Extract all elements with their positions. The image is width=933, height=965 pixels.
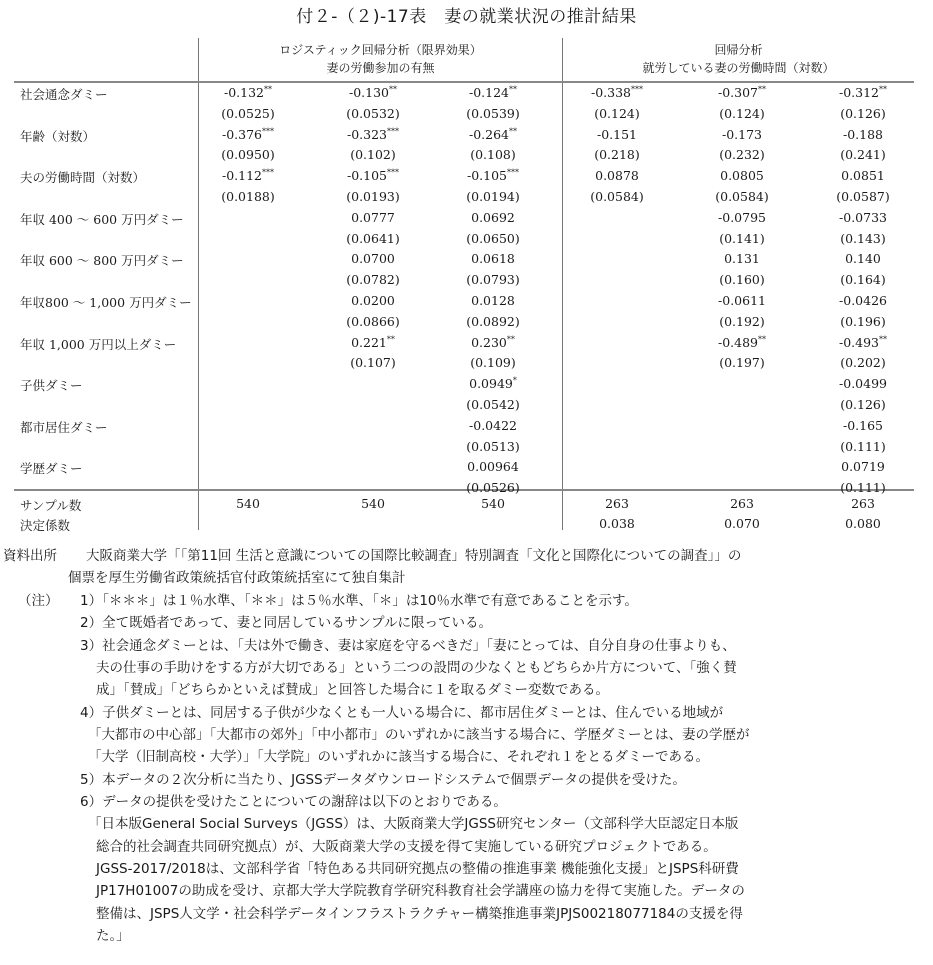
cell-text: (0.141) [719, 230, 765, 246]
cell-value [318, 355, 428, 370]
note-3b: 夫の仕事の手助けをする方が大切である」という二つの設問の少なくともどちらか片方について、「強く賛 [96, 660, 737, 676]
cell-value [438, 106, 548, 121]
cell-value [438, 459, 548, 474]
cell-value [687, 189, 797, 204]
cell-text: 0.0200 [351, 293, 395, 308]
cell-value [438, 335, 548, 350]
table-row [14, 290, 914, 313]
cell-text: (0.126) [840, 397, 886, 412]
cell-value [193, 189, 303, 204]
table-row [14, 144, 914, 167]
cell-value [808, 335, 918, 350]
cell-text: 0.0128 [471, 293, 515, 308]
cell-value [318, 127, 428, 142]
cell-value [318, 314, 428, 329]
cell-text: (0.0892) [466, 313, 520, 329]
cell-text: (0.0584) [590, 189, 644, 204]
significance-stars: ** [758, 85, 766, 94]
note-4a: 4）子供ダミーとは、同居する子供が少なくとも一人いる場合に、都市居住ダミーとは、住んでいる地域が [80, 705, 724, 721]
significance-stars: ** [506, 334, 515, 344]
significance-stars: ** [389, 85, 397, 94]
significance-stars: *** [387, 168, 399, 178]
cell-text: 540 [361, 496, 385, 511]
cell-value [438, 147, 548, 162]
significance-stars: *** [631, 85, 643, 94]
table-title: 付２-（２)-17表 妻の就業状況の推計結果 [296, 7, 637, 27]
cell-value [808, 376, 918, 391]
group2-title: 回帰分析 [714, 43, 763, 57]
significance-stars: ** [879, 85, 887, 94]
cell-text: -0.307 [717, 85, 758, 100]
cell-value [687, 516, 797, 531]
cell-value [318, 272, 428, 287]
cell-text: -0.105 [466, 168, 507, 184]
cell-text: (0.0587) [836, 189, 890, 204]
cell-text: -0.493 [838, 334, 879, 350]
cell-value [687, 147, 797, 162]
cell-value [687, 355, 797, 370]
cell-text: 0.0851 [841, 168, 885, 184]
cell-text: 540 [481, 496, 505, 511]
cell-value [687, 106, 797, 121]
cell-text: (0.124) [594, 105, 640, 121]
note-4b: 「大都市の中心部」「大都市の郊外」「中小都市」のいずれかに該当する場合に、学歴ダミーとは、妻の学歴が [88, 727, 750, 743]
table-row [14, 165, 914, 188]
cell-value [562, 168, 672, 183]
table-row [14, 394, 914, 417]
cell-text: (0.0193) [346, 189, 400, 204]
cell-value [808, 106, 918, 121]
significance-stars: *** [387, 126, 399, 136]
cell-value [193, 106, 303, 121]
cell-value [562, 127, 672, 142]
cell-text: 0.0777 [351, 209, 395, 225]
note-3c: 成」「賛成」「どちらかといえば賛成」と回答した場合に１を取るダミー変数である。 [96, 682, 609, 698]
cell-value [687, 231, 797, 246]
cell-text: (0.0526) [466, 480, 520, 496]
cell-text: 0.0805 [720, 168, 764, 184]
cell-value [438, 397, 548, 412]
significance-stars: ** [509, 85, 517, 94]
cell-text: -0.188 [842, 126, 883, 142]
cell-text: -0.338 [590, 85, 631, 100]
table-row [14, 332, 914, 355]
source-text-1: 大阪商業大学「「第11回 生活と意識についての国際比較調査」特別調査「文化と国際化についての調査」」の [86, 548, 742, 564]
cell-value [438, 168, 548, 183]
cell-text: (0.0950) [221, 147, 275, 163]
cell-value [438, 314, 548, 329]
cell-value [687, 168, 797, 183]
cell-text: (0.0793) [466, 272, 520, 288]
cell-value [438, 251, 548, 266]
cell-text: 0.0692 [471, 209, 515, 225]
row-label: 社会通念ダミー [20, 87, 108, 102]
cell-value [687, 127, 797, 142]
cell-text: (0.0866) [346, 313, 400, 329]
cell-text: (0.0525) [221, 105, 275, 121]
table-row [14, 248, 914, 271]
cell-text: (0.202) [840, 355, 886, 371]
note-2: 2）全て既婚者であって、妻と同居しているサンプルに限っている。 [80, 615, 492, 631]
cell-value [808, 496, 918, 511]
cell-text: (0.0650) [466, 230, 520, 246]
cell-text: -0.0611 [718, 293, 766, 308]
summary-row [14, 513, 914, 536]
cell-text: -0.376 [221, 126, 262, 142]
cell-text: (0.241) [840, 147, 886, 163]
cell-text: 263 [730, 496, 754, 511]
cell-text: (0.124) [719, 105, 765, 121]
cell-value [318, 189, 428, 204]
cell-value [808, 355, 918, 370]
cell-text: (0.111) [840, 438, 886, 454]
cell-value [318, 85, 428, 100]
cell-value [687, 272, 797, 287]
table-row [14, 415, 914, 438]
cell-value [193, 496, 303, 511]
cell-text: -0.132 [223, 85, 264, 100]
note-3a: 3）社会通念ダミーとは、「夫は外で働き、妻は家庭を守るべきだ」「妻にとっては、自分自身の仕事よりも、 [80, 638, 736, 654]
cell-text: -0.105 [346, 168, 387, 184]
note-6: 6）データの提供を受けたことについての謝辞は以下のとおりである。 [80, 794, 507, 810]
cell-text: (0.109) [470, 355, 516, 371]
cell-value [438, 272, 548, 287]
cell-text: -0.489 [717, 334, 758, 350]
significance-stars: *** [507, 168, 519, 178]
cell-text: -0.151 [596, 126, 637, 142]
significance-stars: ** [879, 334, 887, 344]
cell-text: (0.0188) [221, 189, 275, 204]
group2-subtitle: 就労している妻の労働時間（対数） [642, 61, 835, 75]
cell-text: 0.0700 [351, 251, 395, 267]
cell-text: 0.080 [845, 516, 881, 531]
cell-value [808, 251, 918, 266]
row-label: サンプル数 [20, 498, 82, 513]
table-row [14, 436, 914, 459]
cell-value [318, 496, 428, 511]
cell-value [438, 355, 548, 370]
cell-text: (0.218) [594, 147, 640, 163]
significance-stars: ** [509, 126, 517, 136]
cell-value [562, 147, 672, 162]
cell-value [318, 106, 428, 121]
cell-value [808, 127, 918, 142]
cell-value [438, 293, 548, 308]
cell-text: -0.312 [838, 85, 879, 100]
cell-value [438, 496, 548, 511]
cell-text: 540 [236, 496, 260, 511]
ack-5: 整備は、JSPS人文学・社会科学データインフラストラクチャー構築推進事業JPJS00218077184の支援を得 [96, 906, 743, 922]
table-row [14, 228, 914, 251]
cell-value [438, 418, 548, 433]
cell-text: 0.230 [471, 334, 507, 350]
table-row [14, 269, 914, 292]
cell-text: (0.107) [350, 355, 396, 371]
cell-value [318, 293, 428, 308]
cell-text: 0.038 [599, 516, 635, 531]
cell-text: (0.0539) [466, 105, 520, 121]
cell-text: (0.0584) [715, 189, 769, 204]
row-label: 都市居住ダミー [20, 419, 108, 435]
cell-text: -0.0422 [469, 417, 517, 433]
cell-value [193, 147, 303, 162]
row-label: 年収 600 ～ 800 万円ダミー [20, 253, 184, 269]
cell-value [438, 231, 548, 246]
row-label: 年齢（対数） [20, 128, 96, 144]
cell-text: (0.197) [719, 355, 765, 371]
cell-value [687, 335, 797, 350]
cell-value [808, 459, 918, 474]
cell-text: -0.173 [721, 126, 762, 142]
cell-text: (0.0542) [466, 397, 520, 412]
cell-text: -0.0426 [839, 293, 887, 308]
cell-value [438, 85, 548, 100]
table-row [14, 186, 914, 209]
cell-value [808, 397, 918, 412]
ack-1: 「日本版General Social Surveys（JGSS）は、大阪商業大学JGSS研究センター（文部科学大臣認定日本版 [88, 816, 739, 832]
cell-value [562, 496, 672, 511]
cell-text: -0.112 [221, 168, 262, 184]
cell-text: (0.102) [350, 147, 396, 163]
group1-subtitle: 妻の労働参加の有無 [326, 61, 435, 75]
note-label: （注） [18, 593, 59, 609]
note-4c: 「大学（旧制高校・大学）」「大学院」のいずれかに該当する場合に、それぞれ１をとるダミーである。 [88, 749, 709, 765]
ack-4: JP17H01007の助成を受け、京都大学大学院教育学研究科教育社会学講座の協力を得て実施した。データの [96, 883, 745, 899]
cell-value [687, 85, 797, 100]
cell-text: -0.0733 [839, 209, 887, 225]
cell-text: (0.160) [719, 272, 765, 288]
cell-value [438, 376, 548, 391]
table-row [14, 124, 914, 147]
cell-value [318, 210, 428, 225]
cell-value [193, 168, 303, 183]
significance-stars: * [512, 376, 517, 386]
source-text-2: 個票を厚生労働省政策統括官付政策統括室にて独自集計 [68, 570, 406, 586]
cell-value [562, 189, 672, 204]
cell-value [562, 106, 672, 121]
table-row [14, 456, 914, 479]
table-row [14, 103, 914, 126]
cell-value [808, 210, 918, 225]
cell-value [687, 496, 797, 511]
ack-2: 総合的社会調査共同研究拠点）が、大阪商業大学の支援を得て実施している研究プロジェクトである。 [96, 839, 717, 855]
significance-stars: ** [386, 334, 395, 344]
cell-value [438, 439, 548, 454]
cell-value [808, 147, 918, 162]
cell-text: -0.0499 [839, 376, 887, 392]
cell-value [808, 231, 918, 246]
cell-text: -0.264 [468, 126, 509, 142]
table-row [14, 373, 914, 396]
cell-text: -0.124 [468, 85, 509, 100]
cell-text: 0.131 [724, 251, 760, 267]
cell-value [687, 251, 797, 266]
ack-6: た。」 [96, 928, 130, 944]
cell-text: (0.196) [840, 313, 886, 329]
cell-text: 0.00964 [467, 459, 519, 475]
cell-text: 0.070 [724, 516, 760, 531]
significance-stars: ** [758, 334, 766, 344]
row-label: 子供ダミー [20, 378, 83, 394]
significance-stars: *** [262, 126, 274, 136]
cell-value [318, 231, 428, 246]
cell-text: (0.164) [840, 272, 886, 288]
cell-value [193, 127, 303, 142]
cell-text: -0.165 [842, 417, 883, 433]
cell-value [808, 516, 918, 531]
cell-text: 0.0878 [595, 168, 639, 184]
ack-3: JGSS-2017/2018は、文部科学省「特色ある共同研究拠点の整備の推進事業 機能強化支援」とJSPS科研費 [96, 861, 739, 877]
cell-text: (0.108) [470, 147, 516, 163]
significance-stars: *** [262, 168, 274, 178]
cell-text: 0.140 [845, 251, 881, 267]
row-label: 夫の労働時間（対数） [20, 170, 146, 186]
group1-title: ロジスティック回帰分析（限界効果） [279, 43, 482, 57]
row-label: 年収 400 ～ 600 万円ダミー [20, 211, 184, 227]
cell-text: (0.232) [719, 147, 765, 163]
cell-text: (0.126) [840, 105, 886, 121]
cell-value [438, 127, 548, 142]
cell-text: 0.0949 [469, 376, 513, 392]
table-row [14, 311, 914, 334]
cell-value [808, 272, 918, 287]
cell-value [808, 189, 918, 204]
cell-text: (0.0194) [466, 189, 520, 204]
cell-value [562, 85, 672, 100]
cell-text: (0.111) [840, 480, 886, 496]
cell-value [808, 293, 918, 308]
cell-text: -0.323 [346, 126, 387, 142]
cell-text: (0.0513) [466, 438, 520, 454]
cell-value [808, 85, 918, 100]
table-row [14, 207, 914, 230]
cell-text: -0.130 [348, 85, 389, 100]
note-5: 5）本データの２次分析に当たり、JGSSデータダウンロードシステムで個票データの提供を受けた。 [80, 772, 686, 788]
cell-value [808, 418, 918, 433]
cell-value [318, 335, 428, 350]
cell-text: (0.0532) [346, 105, 400, 121]
cell-value [318, 147, 428, 162]
table-row [14, 82, 914, 105]
cell-value [438, 189, 548, 204]
note-1: 1）「＊＊＊」は１％水準、「＊＊」は５％水準、「＊」は10％水準で有意であることを示す。 [80, 593, 638, 609]
cell-value [808, 314, 918, 329]
cell-text: 0.0618 [471, 251, 515, 267]
cell-value [318, 251, 428, 266]
cell-value [562, 516, 672, 531]
significance-stars: ** [264, 85, 272, 94]
source-label: 資料出所 [3, 548, 57, 564]
row-label: 学歴ダミー [20, 461, 83, 477]
cell-value [808, 168, 918, 183]
row-label: 決定係数 [20, 518, 71, 533]
cell-value [687, 314, 797, 329]
row-label: 年収800 ～ 1,000 万円ダミー [20, 295, 192, 310]
cell-text: 0.0719 [841, 459, 885, 475]
cell-text: (0.192) [719, 313, 765, 329]
row-label: 年収 1,000 万円以上ダミー [20, 336, 177, 352]
cell-value [687, 210, 797, 225]
cell-value [318, 168, 428, 183]
cell-value [808, 439, 918, 454]
cell-text: (0.0782) [346, 272, 400, 288]
cell-text: 263 [605, 496, 629, 511]
cell-text: 263 [851, 496, 875, 511]
cell-value [193, 85, 303, 100]
cell-text: -0.0795 [718, 209, 766, 225]
cell-value [438, 210, 548, 225]
cell-text: (0.0641) [346, 230, 400, 246]
table-row [14, 352, 914, 375]
cell-text: (0.143) [840, 230, 886, 246]
cell-text: 0.221 [351, 334, 387, 350]
cell-value [687, 293, 797, 308]
